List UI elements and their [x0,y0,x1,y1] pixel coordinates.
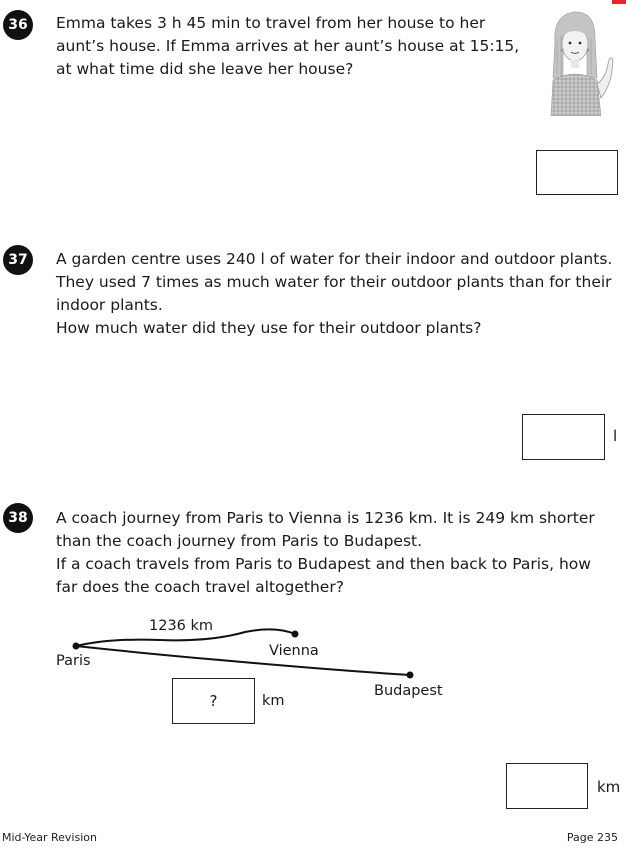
unknown-distance-unit: km [262,693,285,709]
question-36-line: aunt’s house. If Emma arrives at her aunt’s house at 15:15, [56,37,520,55]
distance-label: 1236 km [149,618,214,634]
question-36-text [56,12,519,81]
footer-page-number: Page 235 [566,831,618,844]
question-36-number: 36 [3,10,33,40]
paris-point [73,643,80,650]
city-label-paris: Paris [56,653,91,669]
unknown-distance-box: ? [172,678,255,724]
city-label-budapest: Budapest [374,683,443,699]
question-38-number: 38 [3,503,33,533]
question-37-line: How much water did they use for their outdoor plants? [56,319,482,337]
question-36-line: at what time did she leave her house? [56,60,354,78]
question-38-line: If a coach travels from Paris to Budapest and then back to Paris, how [56,555,591,573]
question-37-line: A garden centre uses 240 l of water for their indoor and outdoor plants. [56,250,613,268]
answer-unit-37: l [613,427,618,445]
question-37-line: They used 7 times as much water for their outdoor plants than for their [56,273,612,291]
vienna-point [292,631,299,638]
question-37-line: indoor plants. [56,296,163,314]
answer-box-36[interactable] [536,150,618,195]
route-diagram [0,600,626,740]
question-38-text [56,507,595,599]
answer-unit-38: km [597,778,621,796]
question-38-line: than the coach journey from Paris to Budapest. [56,532,423,550]
question-37-text [56,248,612,340]
question-38-line: A coach journey from Paris to Vienna is 1236 km. It is 249 km shorter [56,509,595,527]
answer-box-37[interactable] [522,414,605,460]
route-paris-budapest-line [76,646,410,675]
answer-box-38[interactable] [506,763,588,809]
budapest-point [407,672,414,679]
question-38-line: far does the coach travel altogether? [56,578,344,596]
question-36-line: Emma takes 3 h 45 min to travel from her house to her [56,14,486,32]
city-label-vienna: Vienna [269,643,319,659]
page-corner-tab [612,0,626,4]
girl-character-illustration [543,8,617,116]
question-37-number: 37 [3,245,33,275]
footer-section-label: Mid-Year Revision [2,831,97,844]
